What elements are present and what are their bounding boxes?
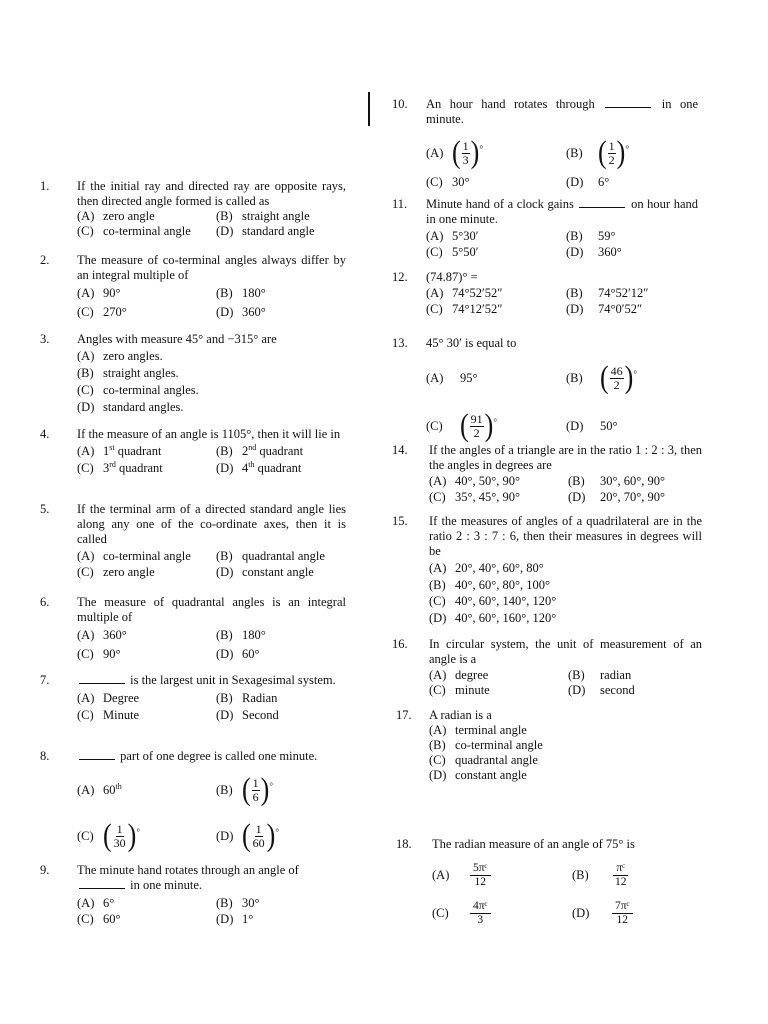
option-a[interactable]: (A) 40°, 50°, 90°: [429, 474, 520, 488]
question-number: 3.: [40, 332, 50, 346]
option-b[interactable]: (B) 59°: [566, 229, 616, 243]
question-text: If the initial ray and directed ray are opposite rays, then directed angle formed is called as: [77, 179, 346, 208]
option-b[interactable]: (B) straight angle: [216, 209, 310, 223]
option-a[interactable]: (A) 20°, 40°, 60°, 80°: [429, 561, 544, 575]
option-b[interactable]: (B) 180°: [216, 286, 266, 300]
option-d[interactable]: (D) 40°, 60°, 160°, 120°: [429, 611, 557, 625]
question-number: 8.: [40, 749, 50, 763]
question-number: 9.: [40, 863, 50, 877]
option-b[interactable]: (B) 2nd quadrant: [216, 442, 304, 458]
option-a[interactable]: (A) 5°30′: [426, 229, 479, 243]
question-text: If the terminal arm of a directed standard angle lies along any one of the co-ordinate axes, then it is called: [77, 502, 346, 546]
option-b[interactable]: (B) 40°, 60°, 80°, 100°: [429, 578, 550, 592]
option-d[interactable]: (D) 60°: [216, 647, 260, 661]
answer-blank: [605, 97, 651, 108]
option-b[interactable]: (B) 180°: [216, 628, 266, 642]
option-d[interactable]: (D) 4th quadrant: [216, 459, 302, 475]
option-a[interactable]: (A) zero angle: [77, 209, 155, 223]
option-b[interactable]: (B) 30°: [216, 896, 260, 910]
option-c[interactable]: (C) minute: [429, 683, 490, 697]
question-text: If the measures of angles of a quadrilateral are in the ratio 2 : 3 : 7 : 6, then their measures in degrees will be: [429, 514, 702, 558]
option-d[interactable]: (D) 1°: [216, 912, 254, 926]
option-a[interactable]: (A) 74°52′52″: [426, 286, 503, 300]
question-number: 5.: [40, 502, 50, 516]
option-d[interactable]: (D) 360°: [216, 305, 266, 319]
option-a[interactable]: (A) co-terminal angle: [77, 549, 191, 563]
option-b[interactable]: (B) quadrantal angle: [216, 549, 325, 563]
option-d[interactable]: (D) 74°0′52″: [566, 302, 643, 316]
question-text: (74.87)° =: [426, 270, 478, 284]
option-b[interactable]: (B) straight angles.: [77, 366, 179, 380]
option-a[interactable]: (A) 360°: [77, 628, 127, 642]
option-c[interactable]: (C) zero angle: [77, 565, 155, 579]
option-c[interactable]: (C) 3rd quadrant: [77, 459, 163, 475]
answer-blank: [579, 197, 625, 208]
option-c[interactable]: (C) quadrantal angle: [429, 753, 538, 767]
option-d[interactable]: (D) 7πᶜ 12: [572, 900, 633, 927]
option-a[interactable]: (A) ( $\frac{1}{3}$ ) °: [426, 135, 483, 170]
option-c[interactable]: (C) co-terminal angles.: [77, 383, 199, 397]
option-b[interactable]: (B) radian: [568, 668, 632, 682]
question-text: If the measure of an angle is 1105°, then it will lie in: [77, 427, 341, 441]
option-b[interactable]: (B) 30°, 60°, 90°: [568, 474, 665, 488]
option-a[interactable]: (A) 95°: [426, 370, 478, 385]
option-d[interactable]: (D) second: [568, 683, 635, 697]
question-text: In circular system, the unit of measurement of an angle is a: [429, 637, 702, 666]
option-c[interactable]: (C) 40°, 60°, 140°, 120°: [429, 594, 557, 608]
option-c[interactable]: (C) 4πᶜ 3: [432, 900, 572, 927]
question-number: 1.: [40, 179, 50, 193]
question-number: 6.: [40, 595, 50, 609]
option-c[interactable]: (C) ( $\frac{91}{2}$ ) °: [426, 408, 497, 443]
question-text: A radian is a: [429, 708, 492, 722]
answer-blank: [79, 673, 125, 684]
option-c[interactable]: (C) Minute: [77, 708, 140, 722]
question-text: Minute hand of a clock gains on hour hand in one minute.: [426, 197, 699, 226]
question-number: 12.: [392, 270, 408, 284]
option-d[interactable]: (D) standard angle: [216, 224, 315, 238]
option-a[interactable]: (A) terminal angle: [429, 723, 527, 737]
question-text: part of one degree is called one minute.: [77, 749, 346, 764]
option-a[interactable]: (A) degree: [429, 668, 489, 682]
answer-blank: [79, 878, 125, 889]
question-number: 17.: [396, 708, 412, 722]
question-text: is the largest unit in Sexagesimal system.: [77, 673, 346, 688]
question-text: 45° 30′ is equal to: [426, 336, 517, 350]
question-number: 10.: [392, 97, 408, 111]
question-number: 7.: [40, 673, 50, 687]
option-c[interactable]: (C) 74°12′52″: [426, 302, 503, 316]
column-divider: [368, 92, 370, 126]
option-d[interactable]: (D) constant angle: [429, 768, 527, 782]
option-c[interactable]: (C) 90°: [77, 647, 121, 661]
option-a[interactable]: (A) 60th: [77, 781, 122, 797]
option-a[interactable]: (A) 1st quadrant: [77, 442, 162, 458]
option-d[interactable]: (D) standard angles.: [77, 400, 184, 414]
option-b[interactable]: (B) πᶜ 12: [572, 861, 627, 888]
option-c[interactable]: (C) 60°: [77, 912, 121, 926]
option-c[interactable]: (C) 35°, 45°, 90°: [429, 490, 520, 504]
option-b[interactable]: (B) ( $\frac{1}{6}$ ) °: [216, 772, 273, 807]
question-number: 15.: [392, 514, 408, 528]
question-text: An hour hand rotates through in one minute.: [426, 97, 699, 126]
question-text: The minute hand rotates through an angle of in one minute.: [77, 863, 299, 892]
question-text: If the angles of a triangle are in the ratio 1 : 2 : 3, then the angles in degrees are: [429, 443, 702, 472]
question-text: The measure of co-terminal angles always differ by an integral multiple of: [77, 253, 346, 282]
question-number: 11.: [392, 197, 408, 211]
option-c[interactable]: (C) co-terminal angle: [77, 224, 191, 238]
option-b[interactable]: (B) ( $\frac{46}{2}$ ) °: [566, 360, 637, 395]
option-a[interactable]: (A) Degree: [77, 691, 140, 705]
option-a[interactable]: (A) 6°: [77, 896, 115, 910]
option-c[interactable]: (C) 5°50′: [426, 245, 479, 259]
question-number: 13.: [392, 336, 408, 350]
question-number: 14.: [392, 443, 408, 457]
question-number: 2.: [40, 253, 50, 267]
option-d[interactable]: (D) 6°: [566, 175, 610, 189]
question-number: 16.: [392, 637, 408, 651]
option-d[interactable]: (D) Second: [216, 708, 279, 722]
option-b[interactable]: (B) ( $\frac{1}{2}$ ) °: [566, 135, 629, 170]
option-d[interactable]: (D) 360°: [566, 245, 622, 259]
option-a[interactable]: (A) zero angles.: [77, 349, 163, 363]
question-number: 18.: [396, 837, 412, 851]
option-b[interactable]: (B) 74°52′12″: [566, 286, 649, 300]
option-d[interactable]: (D) 20°, 70°, 90°: [568, 490, 665, 504]
answer-blank: [79, 749, 115, 760]
option-a[interactable]: (A) 90°: [77, 286, 121, 300]
question-text: The measure of quadrantal angles is an integral multiple of: [77, 595, 346, 624]
option-a[interactable]: (A) 5πᶜ 12: [432, 862, 572, 889]
question-text: The radian measure of an angle of 75° is: [432, 837, 635, 851]
option-c[interactable]: (C) 30°: [426, 175, 470, 189]
question-text: Angles with measure 45° and −315° are: [77, 332, 277, 346]
question-number: 4.: [40, 427, 50, 441]
option-c[interactable]: (C) ( $\frac{1}{30}$ ) °: [77, 818, 140, 853]
option-b[interactable]: (B) co-terminal angle: [429, 738, 543, 752]
option-d[interactable]: (D) ( $\frac{1}{60}$ ) °: [216, 818, 279, 853]
option-d[interactable]: (D) 50°: [566, 418, 618, 433]
option-c[interactable]: (C) 270°: [77, 305, 127, 319]
option-b[interactable]: (B) Radian: [216, 691, 278, 705]
option-d[interactable]: (D) constant angle: [216, 565, 314, 579]
